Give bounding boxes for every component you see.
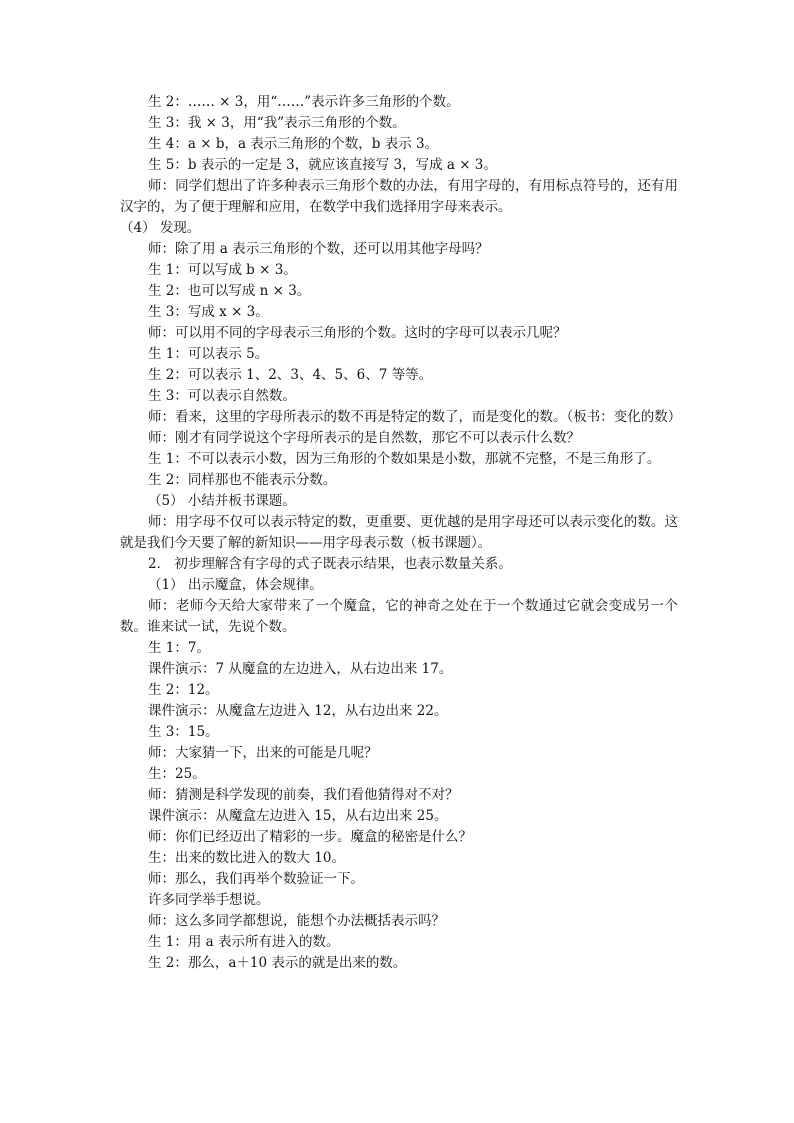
text-line: 生：出来的数比进入的数大 10。 (148, 850, 345, 866)
text-line: 生 2：同样那也不能表示分数。 (148, 472, 337, 488)
text-line: 生 2：…… × 3，用“……”表示许多三角形的个数。 (148, 94, 460, 110)
section-heading: （4） 发现。 (120, 220, 201, 236)
text-line: 生 1：可以写成 b × 3。 (148, 262, 297, 278)
text-line: 课件演示：7 从魔盒的左边进入，从右边出来 17。 (148, 661, 453, 677)
text-line: 生 1：可以表示 5。 (148, 346, 269, 362)
section-heading: （5） 小结并板书课题。 (148, 493, 296, 509)
section-heading: 2． 初步理解含有字母的式子既表示结果，也表示数量关系。 (148, 556, 512, 572)
text-line: 生 3：可以表示自然数。 (148, 388, 296, 404)
text-line: 生 5：b 表示的一定是 3，就应该直接写 3，写成 a × 3。 (148, 157, 497, 173)
text-line: 生 3：写成 x × 3。 (148, 304, 269, 320)
section-heading: （1） 出示魔盒，体会规律。 (148, 577, 323, 593)
text-paragraph: 师：看来，这里的字母所表示的数不再是特定的数了，而是变化的数。（板书：变化的数） (148, 409, 682, 425)
text-line: 生 2：可以表示 1、2、3、4、5、6、7 等等。 (148, 367, 433, 383)
text-line: 生 2：12。 (148, 682, 219, 698)
text-line: 生 1：7。 (148, 640, 210, 656)
text-line: 生 2：那么，a＋10 表示的就是出来的数。 (148, 955, 407, 971)
text-line: 师：你们已经迈出了精彩的一步。魔盒的秘密是什么？ (148, 829, 472, 845)
text-line: 师：可以用不同的字母表示三角形的个数。这时的字母可以表示几呢？ (148, 325, 567, 341)
text-line: 生 3：15。 (148, 724, 219, 740)
text-line: 师：猜测是科学发现的前奏，我们看他猜得对不对？ (148, 787, 459, 803)
text-line: 生 3：我 × 3，用“我”表示三角形的个数。 (148, 115, 406, 131)
text-paragraph: 师：用字母不仅可以表示特定的数，更重要、更优越的是用字母还可以表示变化的数。这就是我们今天要了解的新知识——用字母表示数（板书课题）。 (120, 514, 678, 551)
text-line: 师：刚才有同学说这个字母所表示的是自然数，那它不可以表示什么数？ (148, 430, 580, 446)
text-line: 课件演示：从魔盒左边进入 12，从右边出来 22。 (148, 703, 448, 719)
text-line: 生 4：a × b，a 表示三角形的个数，b 表示 3。 (148, 136, 439, 152)
text-line: 师：这么多同学都想说，能想个办法概括表示吗？ (148, 913, 445, 929)
text-line: 生：25。 (148, 766, 206, 782)
text-line: 课件演示：从魔盒左边进入 15，从右边出来 25。 (148, 808, 448, 824)
text-line: 师：除了用 a 表示三角形的个数，还可以用其他字母吗？ (148, 241, 489, 257)
text-paragraph: 师：老师今天给大家带来了一个魔盒，它的神奇之处在于一个数通过它就会变成另一个数。谁来试一试，先说个数。 (120, 598, 678, 635)
text-line: 师：那么，我们再举个数验证一下。 (148, 871, 364, 887)
text-line: 生 1：用 a 表示所有进入的数。 (148, 934, 340, 950)
text-paragraph: 生 1：不可以表示小数，因为三角形的个数如果是小数，那就不完整，不是三角形了。 (148, 451, 661, 467)
text-paragraph: 师：同学们想出了许多种表示三角形个数的办法，有用字母的，有用标点符号的，还有用汉字的，为了便于理解和应用，在数学中我们选择用字母来表示。 (120, 178, 678, 215)
lesson-transcript (120, 92, 682, 974)
text-line: 生 2：也可以写成 n × 3。 (148, 283, 311, 299)
text-line: 许多同学举手想说。 (148, 892, 270, 908)
text-line: 师：大家猜一下，出来的可能是几呢？ (148, 745, 378, 761)
